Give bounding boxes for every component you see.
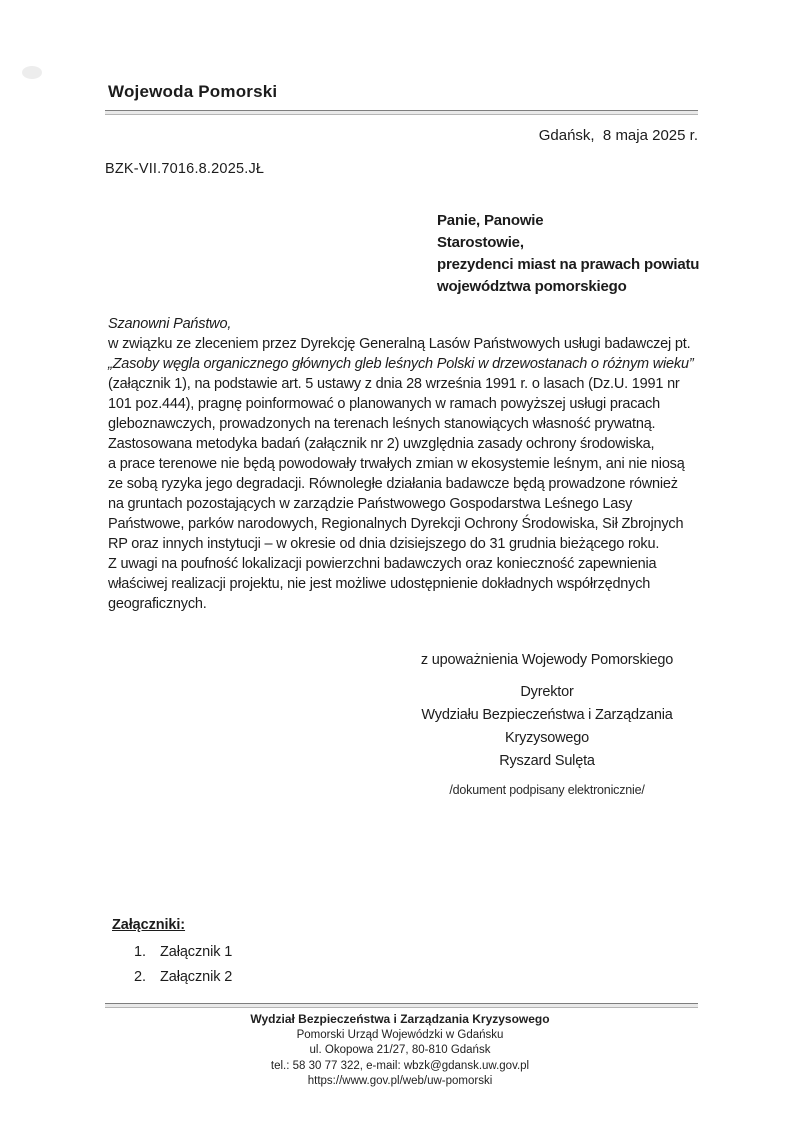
scan-artifact xyxy=(22,66,42,79)
signer-title-line: Dyrektor xyxy=(520,684,574,700)
footer-rule xyxy=(105,1003,698,1008)
footer-contact: tel.: 58 30 77 322, e-mail: wbzk@gdansk.uw.gov.pl xyxy=(270,1059,530,1072)
footer-block xyxy=(0,1012,800,1090)
attachment-label: Załącznik 2 xyxy=(160,969,233,985)
footer-office: Pomorski Urząd Wojewódzki w Gdańsku xyxy=(296,1028,504,1041)
esign-note: /dokument podpisany elektronicznie/ xyxy=(449,783,645,797)
body-line: Państwowe, parków narodowych, Regionalnych Dyrekcji Ochrony Środowiska, Sił Zbrojnych xyxy=(108,516,684,532)
letter-body xyxy=(108,314,748,614)
body-line: ze sobą ryzyka jego degradacji. Równoległe działania badawcze będą prowadzone również xyxy=(108,476,678,492)
footer-address: ul. Okopowa 21/27, 80-810 Gdańsk xyxy=(309,1044,491,1056)
body-line: geograficznych. xyxy=(108,596,207,612)
body-line: RP oraz innych instytucji – w okresie od dnia dzisiejszego do 31 grudnia bieżącego roku. xyxy=(108,536,660,552)
body-line: na gruntach pozostających w zarządzie Państwowego Gospodarstwa Leśnego Lasy xyxy=(108,496,633,512)
footer-website: https://www.gov.pl/web/uw-pomorski xyxy=(307,1075,493,1087)
body-line: właściwej realizacji projektu, nie jest możliwe udostępnienie dokładnych współrzędnych xyxy=(108,576,651,592)
attachment-number: 1. xyxy=(134,944,146,960)
addressee-line: prezydenci miast na prawach powiatu xyxy=(437,256,700,273)
attachments-section xyxy=(112,917,232,990)
body-line: Z uwagi na poufność lokalizacji powierzchni badawczych oraz konieczność zapewnienia xyxy=(108,556,657,572)
reference-number: BZK-VII.7016.8.2025.JŁ xyxy=(105,161,265,177)
addressee-block xyxy=(437,210,699,298)
signer-title-line: Wydziału Bezpieczeństwa i Zarządzania xyxy=(421,707,673,723)
body-line: (załącznik 1), na podstawie art. 5 ustawy z dnia 28 września 1991 r. o lasach (Dz.U. 1991 nr xyxy=(108,376,680,392)
body-line: w związku ze zleceniem przez Dyrekcję Generalną Lasów Państwowych usługi badawczej pt. xyxy=(108,336,691,352)
signer-name: Ryszard Sulęta xyxy=(499,753,595,769)
addressee-line: Starostowie, xyxy=(437,234,524,251)
attachment-item xyxy=(112,940,232,965)
attachment-label: Załącznik 1 xyxy=(160,944,233,960)
body-line: gleboznawczych, prowadzonych na terenach leśnych stanowiących własność prywatną. xyxy=(108,416,656,432)
footer-department: Wydział Bezpieczeństwa i Zarządzania Kryzysowego xyxy=(250,1012,550,1026)
signature-block xyxy=(380,652,714,797)
body-line: 101 poz.444), pragnę poinformować o planowanych w ramach powyższej usługi pracach xyxy=(108,396,661,412)
header-rule xyxy=(105,110,698,115)
sender-name: Wojewoda Pomorski xyxy=(108,82,278,101)
quoted-title: „Zasoby węgla organicznego głównych gleb leśnych Polski w drzewostanach o różnym wieku” xyxy=(108,356,694,372)
place-date: Gdańsk, 8 maja 2025 r. xyxy=(538,127,698,144)
authorization-line: z upoważnienia Wojewody Pomorskiego xyxy=(420,652,674,668)
attachment-number: 2. xyxy=(134,969,146,985)
signer-title-line: Kryzysowego xyxy=(504,730,590,746)
body-line: a prace terenowe nie będą powodowały trwałych zmian w ekosystemie leśnym, ani nie niosą xyxy=(108,456,685,472)
attachments-title: Załączniki: xyxy=(112,917,186,933)
addressee-line: województwa pomorskiego xyxy=(437,278,627,295)
body-line: Zastosowana metodyka badań (załącznik nr 2) uwzględnia zasady ochrony środowiska, xyxy=(108,436,655,452)
attachment-item xyxy=(112,965,232,990)
addressee-line: Panie, Panowie xyxy=(437,212,544,229)
salutation: Szanowni Państwo, xyxy=(108,316,232,332)
